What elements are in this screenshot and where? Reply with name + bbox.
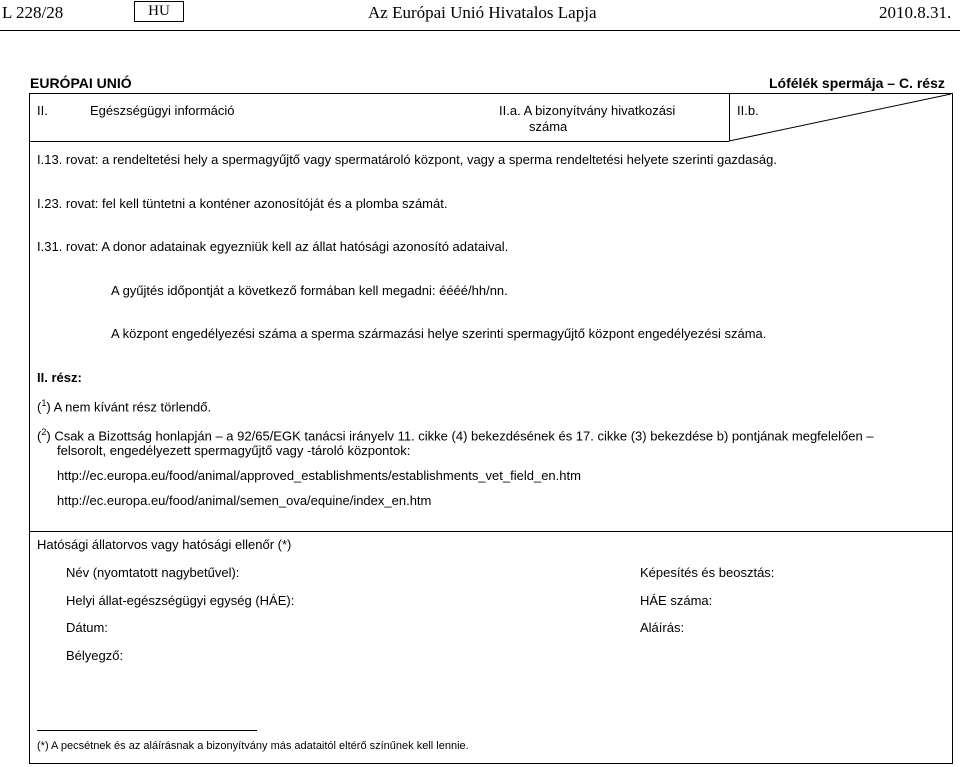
footnote-1: ($^1$) A nem kívánt rész törlendő. <box>37 398 212 415</box>
note-i31: I.31. rovat: A donor adatainak egyezniük kell az állat hatósági azonosító adataival. <box>37 239 509 254</box>
section-label: Egészségügyi információ <box>90 103 235 118</box>
official-vet-title: Hatósági állatorvos vagy hatósági ellenőr (*) <box>37 537 292 552</box>
footnote-2-cont: felsorolt, engedélyezett spermagyűjtő vagy -tároló központok: <box>57 443 411 458</box>
org-name: EURÓPAI UNIÓ <box>30 75 132 91</box>
signature-label: Aláírás: <box>640 620 685 635</box>
header-rule <box>0 30 960 31</box>
name-label: Név (nyomtatott nagybetűvel): <box>66 565 240 580</box>
part-two-title: II. rész: <box>37 370 82 385</box>
page-reference: L 228/28 <box>2 3 64 22</box>
reference-label-cont: száma <box>529 119 568 134</box>
equine-semen-url[interactable]: http://ec.europa.eu/food/animal/semen_ova/equine/index_en.htm <box>57 493 432 508</box>
header-diagonal <box>729 93 952 142</box>
publication-date: 2010.8.31. <box>879 3 952 22</box>
local-unit-label: Helyi állat-egészségügyi egység (HÁE): <box>66 593 295 608</box>
approved-establishments-url[interactable]: http://ec.europa.eu/food/animal/approved_establishments/establishments_vet_field_en.htm <box>57 468 581 483</box>
footnote-2: ($^2$) Csak a Bizottság honlapján – a 92/65/EGK tanácsi irányelv 11. cikke (4) bekezdésének és 17. cikke (3) bekezdése b) pontjának megfelelően – <box>37 427 874 444</box>
local-unit-number-label: HÁE száma: <box>640 593 713 608</box>
note-i23: I.23. rovat: fel kell tüntetni a konténer azonosítóját és a plomba számát. <box>37 196 448 211</box>
certificate-title: Lófélék spermája – C. rész <box>769 75 945 91</box>
iib-label: II.b. <box>737 103 759 118</box>
header-row-divider <box>29 141 729 142</box>
language-code-box: HU <box>134 1 184 22</box>
stamp-color-note: (*) A pecsétnek és az aláírásnak a bizonyítvány más adataitól eltérő színűnek kell lennie. <box>37 740 469 752</box>
note-i13: I.13. rovat: a rendeltetési hely a spermagyűjtő vagy spermatároló központ, vagy a sperma rendeltetési helyete szerinti gazdaság. <box>37 152 777 167</box>
stamp-label: Bélyegző: <box>66 648 124 663</box>
reference-label: II.a. A bizonyítvány hivatkozási <box>499 103 676 118</box>
footnote-separator <box>37 730 257 731</box>
journal-title: Az Európai Unió Hivatalos Lapja <box>368 3 597 22</box>
note-i31-date-format: A gyűjtés időpontját a következő formában kell megadni: éééé/hh/nn. <box>111 283 508 298</box>
qualification-label: Képesítés és beosztás: <box>640 565 775 580</box>
date-label: Dátum: <box>66 620 108 635</box>
note-i31-approval: A központ engedélyezési száma a sperma származási helye szerinti spermagyűjtő központ engedélyezési száma. <box>111 326 767 341</box>
section-number: II. <box>37 103 48 118</box>
